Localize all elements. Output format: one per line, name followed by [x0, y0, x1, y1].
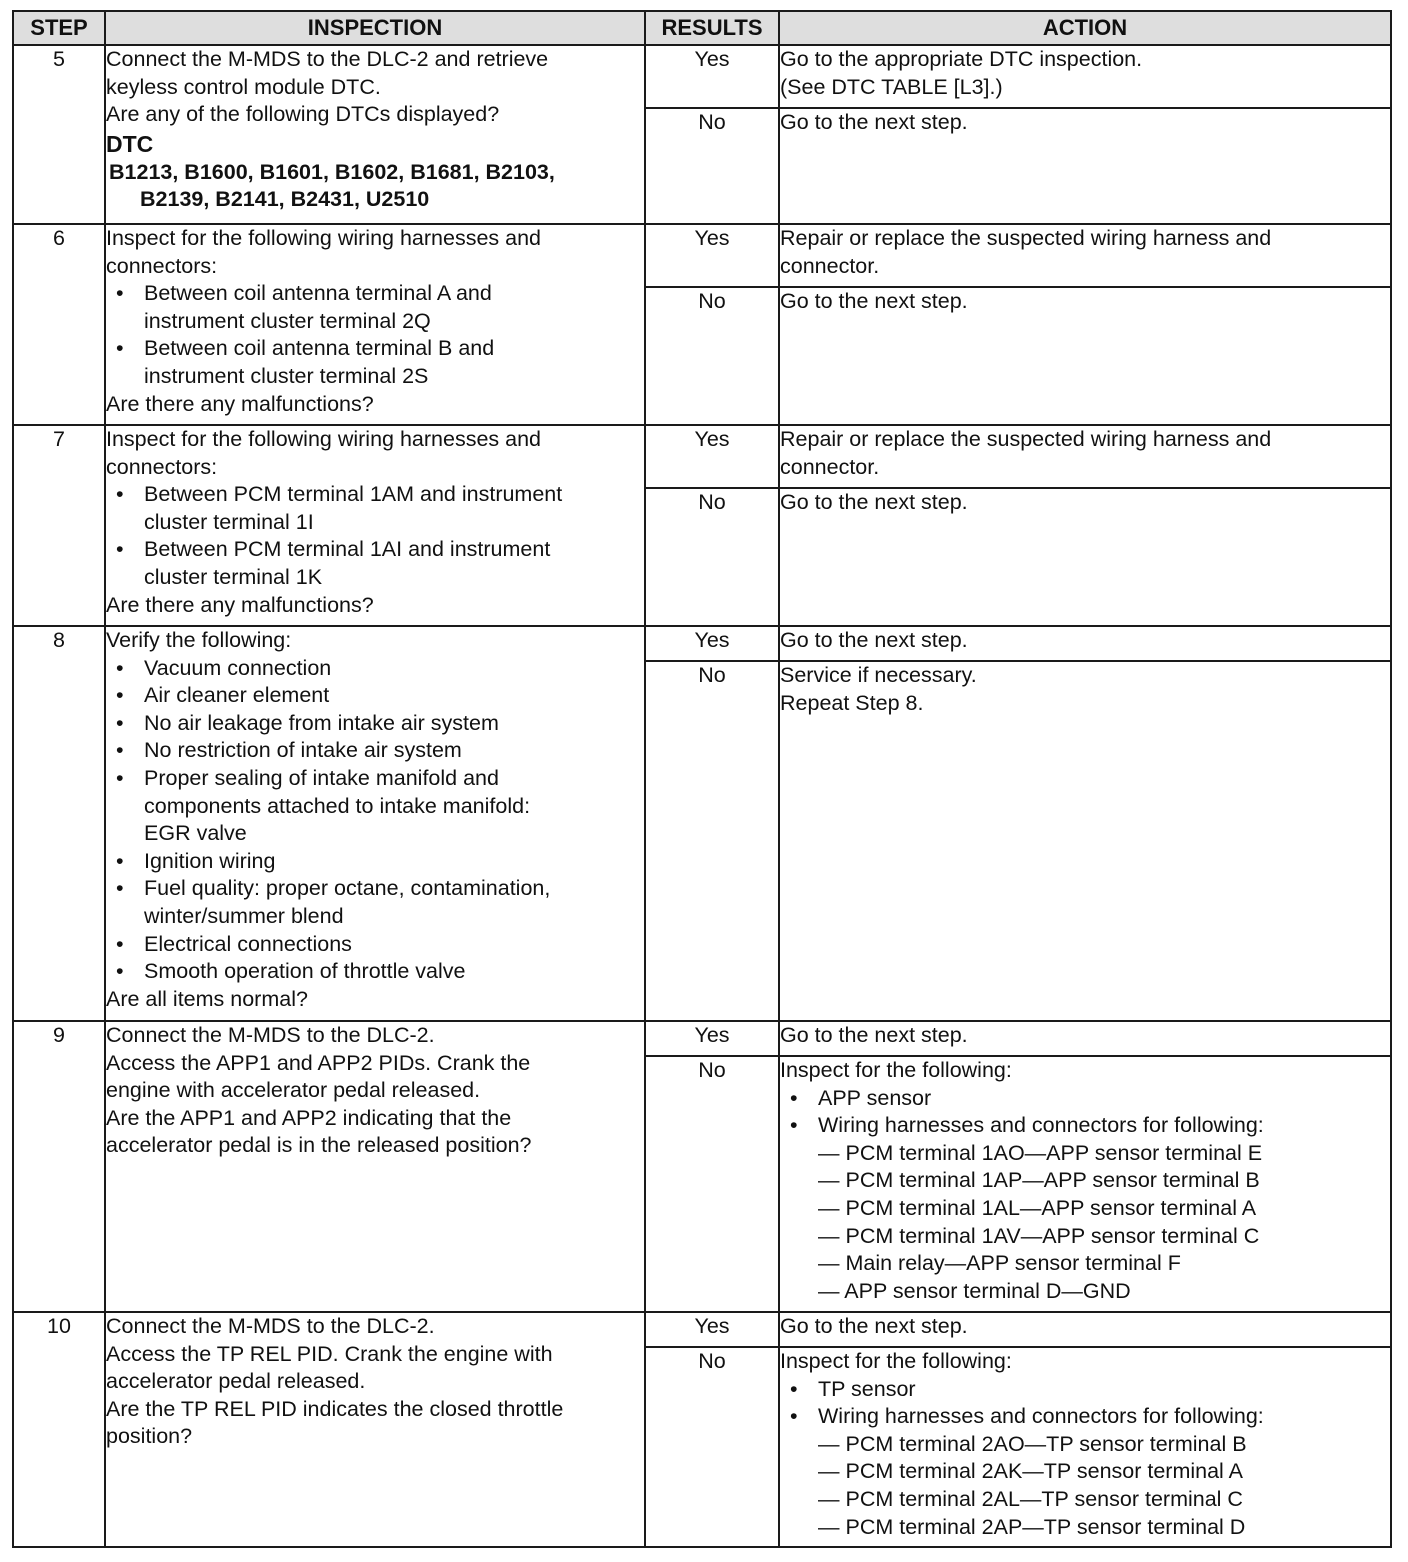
action-no	[779, 108, 1391, 224]
action-line: (See DTC TABLE [L3].)	[780, 74, 1003, 99]
dash-item: — PCM terminal 1AL—APP sensor terminal A	[818, 1195, 1257, 1220]
inspection-question: accelerator pedal is in the released position?	[106, 1133, 532, 1158]
result-no: No	[645, 1056, 779, 1312]
result-no: No	[645, 108, 779, 224]
step-number: 6	[13, 224, 105, 425]
action-line: Repair or replace the suspected wiring harness and	[780, 226, 1272, 250]
header-row	[13, 11, 1391, 45]
bullet-item: • Fuel quality: proper octane, contamination,	[106, 875, 644, 903]
action-line: Inspect for the following:	[780, 1349, 1012, 1373]
action-line: Go to the appropriate DTC inspection.	[780, 47, 1143, 71]
action-line: Repeat Step 8.	[780, 690, 924, 715]
action-yes	[779, 45, 1391, 108]
step-number: 9	[13, 1021, 105, 1312]
action-line: connector.	[780, 253, 880, 278]
inspection-line: Connect the M-MDS to the DLC-2 and retrieve	[106, 47, 549, 71]
bullet-item: • Proper sealing of intake manifold and	[106, 765, 644, 793]
dtc-heading: DTC	[106, 130, 154, 157]
bullet-item: • Between PCM terminal 1AI and instrument	[106, 536, 644, 564]
result-yes: Yes	[645, 1021, 779, 1056]
dash-item: — PCM terminal 1AO—APP sensor terminal E	[818, 1140, 1263, 1165]
inspection-question: Are the TP REL PID indicates the closed throttle	[106, 1396, 564, 1421]
action-line: connector.	[780, 454, 880, 479]
bullet-item: • No restriction of intake air system	[106, 737, 644, 765]
inspection-question: Are there any malfunctions?	[106, 592, 374, 617]
action-yes	[779, 425, 1391, 488]
bullet-continuation: instrument cluster terminal 2S	[144, 363, 429, 388]
result-no: No	[645, 287, 779, 425]
result-yes: Yes	[645, 425, 779, 488]
bullet-item: • Smooth operation of throttle valve	[106, 958, 644, 986]
bullet-item: • Wiring harnesses and connectors for following:	[780, 1112, 1390, 1140]
dash-item: — PCM terminal 2AP—TP sensor terminal D	[818, 1514, 1246, 1539]
inspection-line: Inspect for the following wiring harnesses and	[106, 226, 542, 250]
step-8-yes-row	[13, 626, 1391, 661]
step-number: 7	[13, 425, 105, 626]
inspection-question: Are any of the following DTCs displayed?	[106, 102, 500, 127]
inspection-line: connectors:	[106, 454, 218, 479]
header-inspection: INSPECTION	[105, 11, 645, 45]
action-line: Go to the next step.	[780, 628, 968, 652]
dash-item: — PCM terminal 2AO—TP sensor terminal B	[818, 1431, 1247, 1456]
header-results: RESULTS	[645, 11, 779, 45]
inspection-cell	[105, 1312, 645, 1547]
dash-item: — PCM terminal 2AK—TP sensor terminal A	[818, 1459, 1243, 1484]
step-number: 8	[13, 626, 105, 1021]
step-9-yes-row	[13, 1021, 1391, 1056]
action-yes	[779, 626, 1391, 661]
inspection-line: accelerator pedal released.	[106, 1369, 366, 1394]
result-yes: Yes	[645, 45, 779, 108]
bullet-continuation: cluster terminal 1I	[144, 509, 314, 534]
inspection-question: Are the APP1 and APP2 indicating that the	[106, 1105, 512, 1130]
inspection-cell	[105, 1021, 645, 1312]
dash-item: — PCM terminal 1AV—APP sensor terminal C	[818, 1223, 1260, 1248]
header-step: STEP	[13, 11, 105, 45]
result-yes: Yes	[645, 626, 779, 661]
dash-item: — APP sensor terminal D—GND	[818, 1278, 1131, 1303]
bullet-item: • Wiring harnesses and connectors for following:	[780, 1403, 1390, 1431]
action-line: Service if necessary.	[780, 663, 977, 687]
action-yes	[779, 1021, 1391, 1056]
bullet-item: • Between coil antenna terminal B and	[106, 335, 644, 363]
bullet-item: • APP sensor	[780, 1085, 1390, 1113]
step-10-yes-row	[13, 1312, 1391, 1347]
result-no: No	[645, 1347, 779, 1547]
inspection-line: Access the APP1 and APP2 PIDs. Crank the	[106, 1050, 531, 1075]
diagnostic-table	[12, 10, 1392, 1548]
inspection-line: connectors:	[106, 253, 218, 278]
result-yes: Yes	[645, 224, 779, 287]
action-line: Go to the next step.	[780, 1023, 968, 1047]
inspection-question: position?	[106, 1424, 193, 1449]
inspection-line: Inspect for the following wiring harnesses and	[106, 427, 542, 451]
action-line: Go to the next step.	[780, 289, 968, 313]
inspection-cell	[105, 626, 645, 1021]
result-no: No	[645, 488, 779, 626]
action-yes	[779, 224, 1391, 287]
action-line: Go to the next step.	[780, 110, 968, 134]
step-5-yes-row	[13, 45, 1391, 108]
inspection-cell	[105, 224, 645, 425]
inspection-line: engine with accelerator pedal released.	[106, 1078, 481, 1103]
inspection-question: Are all items normal?	[106, 986, 308, 1011]
result-no: No	[645, 661, 779, 1021]
inspection-question: Are there any malfunctions?	[106, 391, 374, 416]
action-line: Repair or replace the suspected wiring harness and	[780, 427, 1272, 451]
dash-item: — Main relay—APP sensor terminal F	[818, 1251, 1181, 1276]
step-7-yes-row	[13, 425, 1391, 488]
dash-item: — PCM terminal 1AP—APP sensor terminal B	[818, 1168, 1260, 1193]
inspection-line: Connect the M-MDS to the DLC-2.	[106, 1023, 435, 1047]
inspection-cell	[105, 425, 645, 626]
action-no	[779, 1056, 1391, 1312]
bullet-item: • Between PCM terminal 1AM and instrument	[106, 481, 644, 509]
bullet-item: • Ignition wiring	[106, 848, 644, 876]
bullet-continuation: instrument cluster terminal 2Q	[144, 308, 431, 333]
action-no	[779, 287, 1391, 425]
action-no	[779, 1347, 1391, 1547]
bullet-item: • Electrical connections	[106, 931, 644, 959]
action-yes	[779, 1312, 1391, 1347]
dash-item: — PCM terminal 2AL—TP sensor terminal C	[818, 1486, 1243, 1511]
bullet-continuation: EGR valve	[144, 821, 247, 846]
bullet-item: • Vacuum connection	[106, 655, 644, 683]
step-6-yes-row	[13, 224, 1391, 287]
action-no	[779, 488, 1391, 626]
inspection-line: Connect the M-MDS to the DLC-2.	[106, 1314, 435, 1338]
action-line: Go to the next step.	[780, 1314, 968, 1338]
bullet-continuation: winter/summer blend	[144, 903, 344, 928]
step-number: 5	[13, 45, 105, 224]
inspection-line: Access the TP REL PID. Crank the engine with	[106, 1341, 553, 1366]
action-line: Go to the next step.	[780, 490, 968, 514]
inspection-line: Verify the following:	[106, 628, 292, 652]
action-line: Inspect for the following:	[780, 1058, 1012, 1082]
bullet-item: • TP sensor	[780, 1376, 1390, 1404]
inspection-cell	[105, 45, 645, 224]
bullet-item: • Between coil antenna terminal A and	[106, 280, 644, 308]
action-no	[779, 661, 1391, 1021]
header-action: ACTION	[779, 11, 1391, 45]
step-number: 10	[13, 1312, 105, 1547]
dtc-list: B2139, B2141, B2431, U2510	[140, 187, 430, 212]
dtc-list: B1213, B1600, B1601, B1602, B1681, B2103,	[109, 159, 555, 184]
bullet-continuation: components attached to intake manifold:	[144, 793, 531, 818]
bullet-continuation: cluster terminal 1K	[144, 564, 323, 589]
inspection-line: keyless control module DTC.	[106, 74, 381, 99]
bullet-item: • Air cleaner element	[106, 682, 644, 710]
result-yes: Yes	[645, 1312, 779, 1347]
bullet-item: • No air leakage from intake air system	[106, 710, 644, 738]
